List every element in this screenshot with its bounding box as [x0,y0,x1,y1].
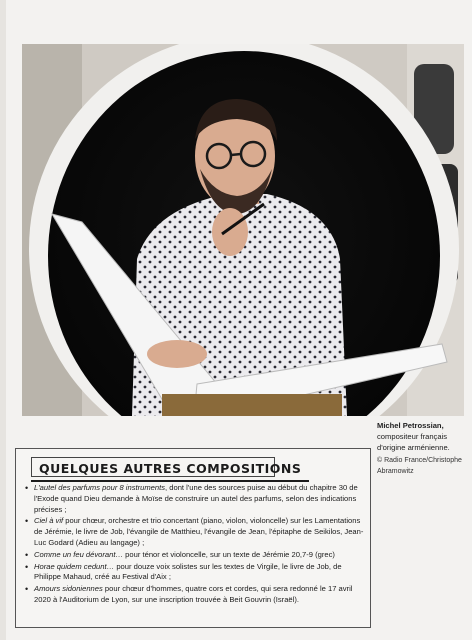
portrait-illustration [22,44,464,416]
list-item-title: Comme un feu dévorant… [34,549,124,559]
list-item [24,562,369,584]
box-title: QUELQUES AUTRES COMPOSITIONS [31,457,309,482]
caption-line-2: d'origine arménienne. [377,443,450,452]
list-item-title: Ciel à vif [34,516,64,526]
caption-name: Michel Petrossian, [377,421,444,430]
list-item-text: , dont l'une des sources puise au début du chapitre 30 de l'Exode quand Dieu demande à Moïse de construire un autel des parfums, selon des indications précises ; [34,483,358,514]
list-item [24,584,369,606]
compositions-list [24,483,369,607]
list-item-text: pour chœur, orchestre et trio concertant (piano, violon, violoncelle) sur les Lamentations de Jérémie, le livre de Job, l'évangile de Matthieu, l'évangile de Jean, l'épitaphe de Seikilos, Jean-Luc Godard (Adieu au langage) ; [34,516,364,547]
list-item-title: Amours sidoniennes [34,584,103,594]
caption-line-1: compositeur français [377,432,448,441]
list-item-text: pour ténor et violoncelle, sur un texte de Jérémie 20,7-9 (grec) [123,549,335,559]
page-edge [0,0,6,640]
list-item-title: L'autel des parfums pour 8 instruments [34,483,166,492]
list-item [24,516,369,548]
compositions-box [15,448,371,628]
caption-credit: © Radio France/Christophe Abramowitz [377,457,462,475]
list-item [24,483,369,515]
portrait-photo [22,44,464,416]
list-item [24,550,369,561]
photo-caption [377,420,469,477]
list-item-title: Horae quidem cedunt… [34,561,115,571]
list-item-text: pour douze voix solistes sur les textes de Virgile, le livre de Job, de Philippe Mahaud, créé au Festival d'Aix ; [34,561,342,582]
list-item-text: pour chœur d'hommes, quatre cors et cordes, qui sera redonné le 17 avril 2020 à l'Auditorium de Lyon, sur une inscription trouvée à Beit Gouvrin (Israël). [34,584,353,604]
